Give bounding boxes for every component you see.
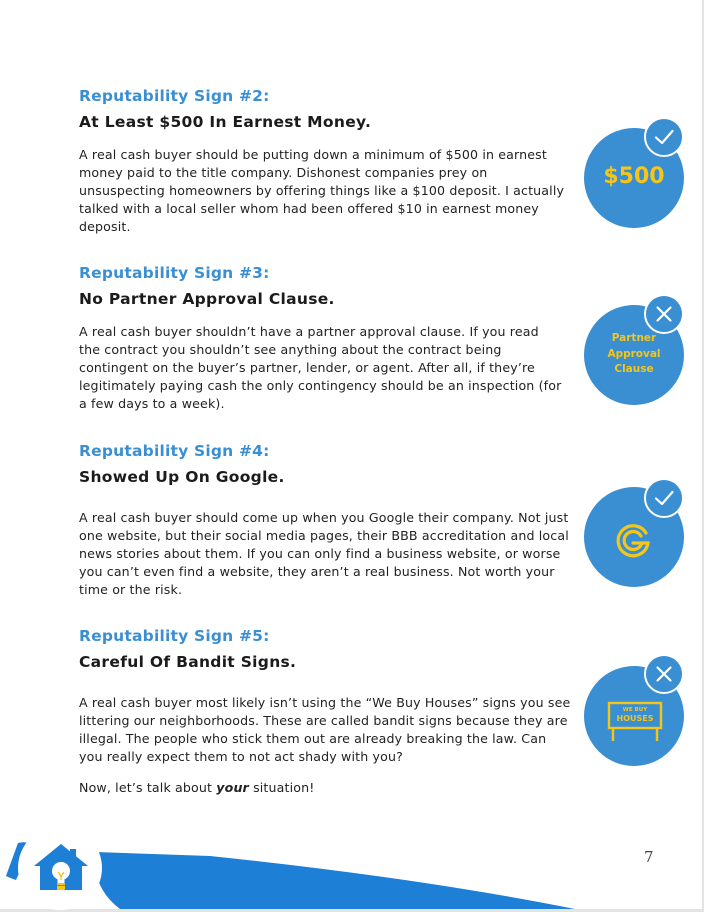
section-body: A real cash buyer most likely isn’t using the “We Buy Houses” signs you see littering our neighborhoods. These are called bandit signs because they are illegal. The people who stick them out are already breaking the law. Can you really expect them to not act shady with you? [79,695,571,764]
closing-before: Now, let’s talk about [79,780,217,795]
badge-line: Approval [607,347,661,360]
badge-amount: $500 [603,164,665,189]
badge-line: Clause [614,363,654,375]
section-heading: At Least $500 In Earnest Money. [79,113,372,131]
section-heading: No Partner Approval Clause. [79,290,335,308]
house-lightbulb-logo-icon [32,840,90,900]
section-label: Reputability Sign #2: [79,87,270,105]
bandit-sign-bottom-text: HOUSES [616,714,654,723]
section-body: A real cash buyer shouldn’t have a partner approval clause. If you read the contract you shouldn’t see anything about the contract being contingent on the buyer’s partner, lender, or agent. After all, if they’re legitimately paying cash the only contingency should be an inspection (for a few days to a week). [79,324,562,411]
section-body: A real cash buyer should come up when you Google their company. Not just one website, but their social media pages, their BBB accreditation and local news stories about them. If you can only find a business website, or worse you can’t even find a website, they aren’t a real business. Not worth your time or the risk. [79,510,569,597]
section-label: Reputability Sign #3: [79,264,270,282]
closing-after: situation! [248,780,315,795]
section-label: Reputability Sign #5: [79,627,270,645]
section-heading: Showed Up On Google. [79,468,285,486]
badge-line: Partner [611,332,657,344]
section-heading: Careful Of Bandit Signs. [79,653,297,671]
page-number: 7 [644,848,654,866]
section-body: A real cash buyer should be putting down a minimum of $500 in earnest money paid to the title company. Dishonest companies prey on unsuspecting homeowners by offering things like a $100 deposit. I actually talked with a local seller whom had been offered $10 in earnest money deposit. [79,147,565,234]
bandit-sign-top-text: WE BUY [622,707,648,713]
closing-emphasis: your [216,780,249,795]
section-label: Reputability Sign #4: [79,442,270,460]
